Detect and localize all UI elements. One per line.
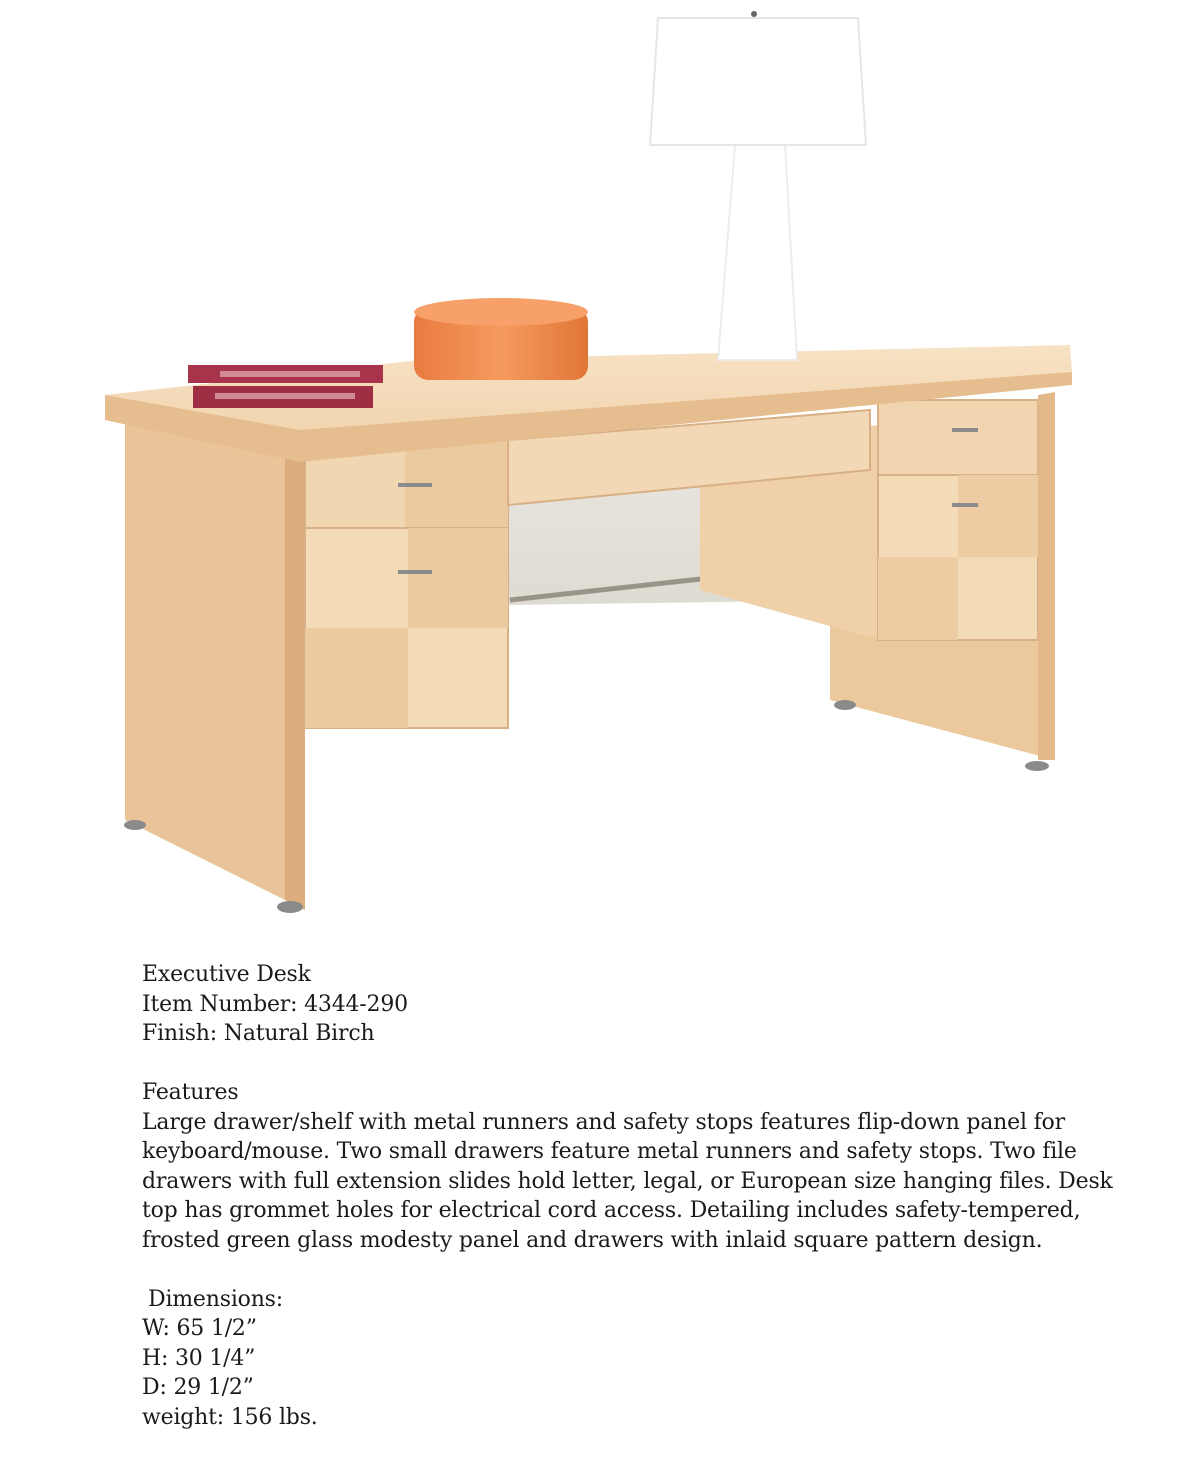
spacer	[142, 1049, 1172, 1079]
product-name: Executive Desk	[142, 962, 311, 987]
dimensions-heading: Dimensions:	[148, 1286, 283, 1312]
features-line: drawers with full extension slides hold letter, legal, or European size hanging files. Desk	[142, 1168, 1113, 1194]
desk-foot	[124, 820, 146, 830]
lamp-shade	[650, 18, 866, 145]
lamp-base	[718, 145, 797, 360]
lamp-finial	[751, 11, 757, 17]
dimension-depth: D: 29 1/2”	[142, 1375, 254, 1400]
finish: Finish: Natural Birch	[142, 1021, 375, 1046]
features-heading: Features	[142, 1080, 239, 1105]
desk-foot	[834, 700, 856, 710]
product-description	[142, 960, 1172, 1432]
desk-foot	[277, 901, 303, 913]
desk-left-side-panel	[125, 420, 305, 910]
weight: weight: 156 lbs.	[142, 1404, 318, 1430]
spacer	[142, 1255, 1172, 1285]
right-drawer-small	[878, 400, 1038, 475]
dimension-height: H: 30 1/4”	[142, 1345, 256, 1371]
features-line: frosted green glass modesty panel and drawers with inlaid square pattern design.	[142, 1227, 1043, 1253]
features-line: top has grommet holes for electrical cord access. Detailing includes safety-tempered,	[142, 1198, 1081, 1223]
desk-foot	[1025, 761, 1049, 771]
features-line: Large drawer/shelf with metal runners and safety stops features flip-down panel for	[142, 1109, 1065, 1135]
features-line: keyboard/mouse. Two small drawers feature metal runners and safety stops. Two file	[142, 1139, 1077, 1164]
dimension-width: W: 65 1/2”	[142, 1316, 257, 1341]
item-number: Item Number: 4344-290	[142, 991, 408, 1017]
